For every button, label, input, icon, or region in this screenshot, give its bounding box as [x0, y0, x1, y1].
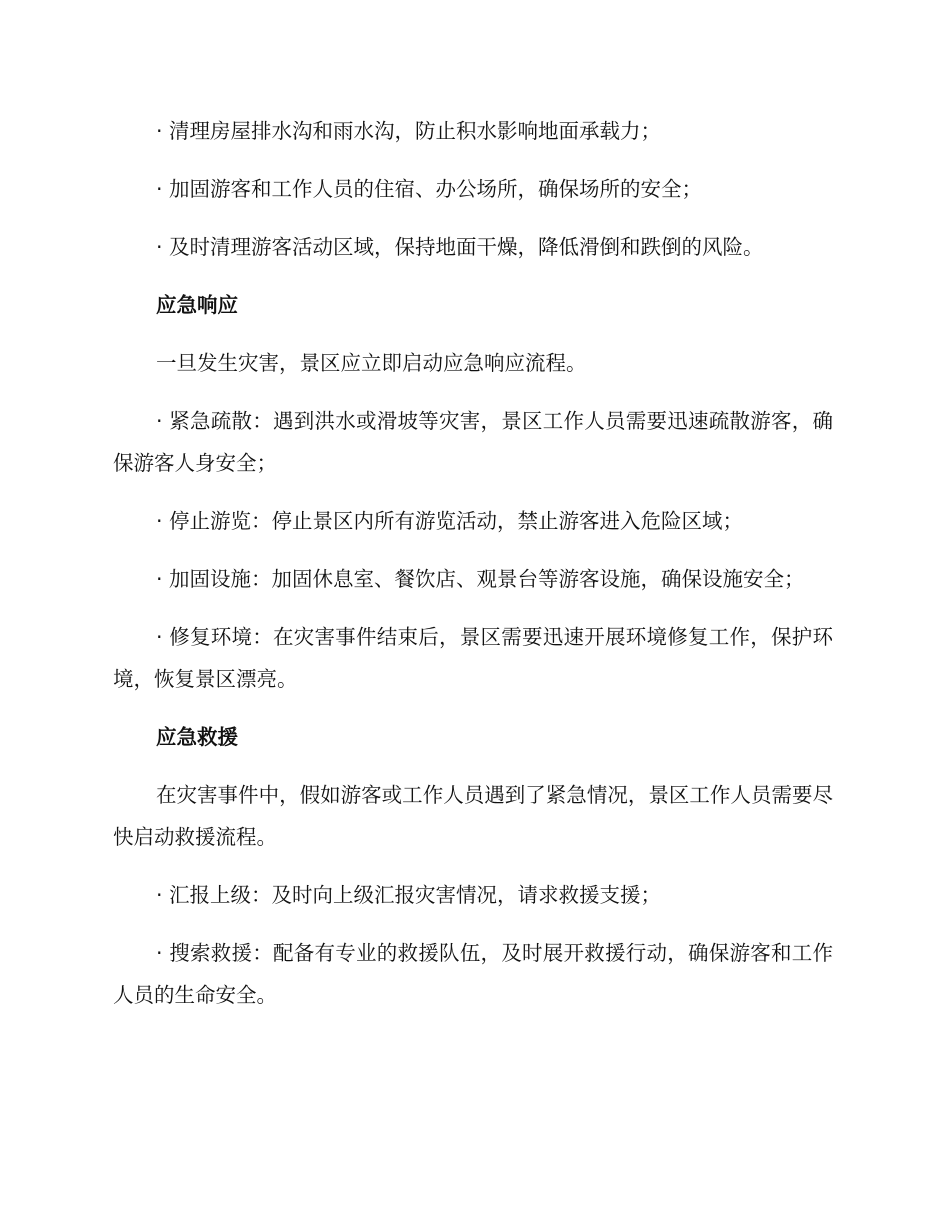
bullet-evacuation: · 紧急疏散：遇到洪水或滑坡等灾害，景区工作人员需要迅速疏散游客，确保游客人身安全； [113, 409, 833, 475]
section-heading-emergency-response: 应急响应 [156, 293, 238, 317]
bullet-reinforce-lodging: · 加固游客和工作人员的住宿、办公场所，确保场所的安全； [156, 177, 703, 201]
bullet-drainage: · 清理房屋排水沟和雨水沟，防止积水影响地面承载力； [156, 119, 662, 143]
section-heading-emergency-rescue: 应急救援 [156, 725, 238, 749]
bullet-restore-environment: · 修复环境：在灾害事件结束后，景区需要迅速开展环境修复工作，保护环境，恢复景区漂亮。 [113, 625, 833, 691]
paragraph-rescue-intro: 在灾害事件中，假如游客或工作人员遇到了紧急情况，景区工作人员需要尽快启动救援流程。 [113, 783, 833, 849]
bullet-report-superiors: · 汇报上级：及时向上级汇报灾害情况，请求救援支援； [156, 883, 662, 907]
paragraph-response-intro: 一旦发生灾害，景区应立即启动应急响应流程。 [156, 351, 587, 375]
bullet-search-rescue: · 搜索救援：配备有专业的救援队伍，及时展开救援行动，确保游客和工作人员的生命安全。 [113, 941, 833, 1007]
bullet-reinforce-facilities: · 加固设施：加固休息室、餐饮店、观景台等游客设施，确保设施安全； [156, 567, 805, 591]
bullet-clean-areas: · 及时清理游客活动区域，保持地面干燥，降低滑倒和跌倒的风险。 [156, 235, 764, 259]
document-body [113, 110, 833, 1032]
bullet-stop-tours: · 停止游览：停止景区内所有游览活动，禁止游客进入危险区域； [156, 509, 744, 533]
